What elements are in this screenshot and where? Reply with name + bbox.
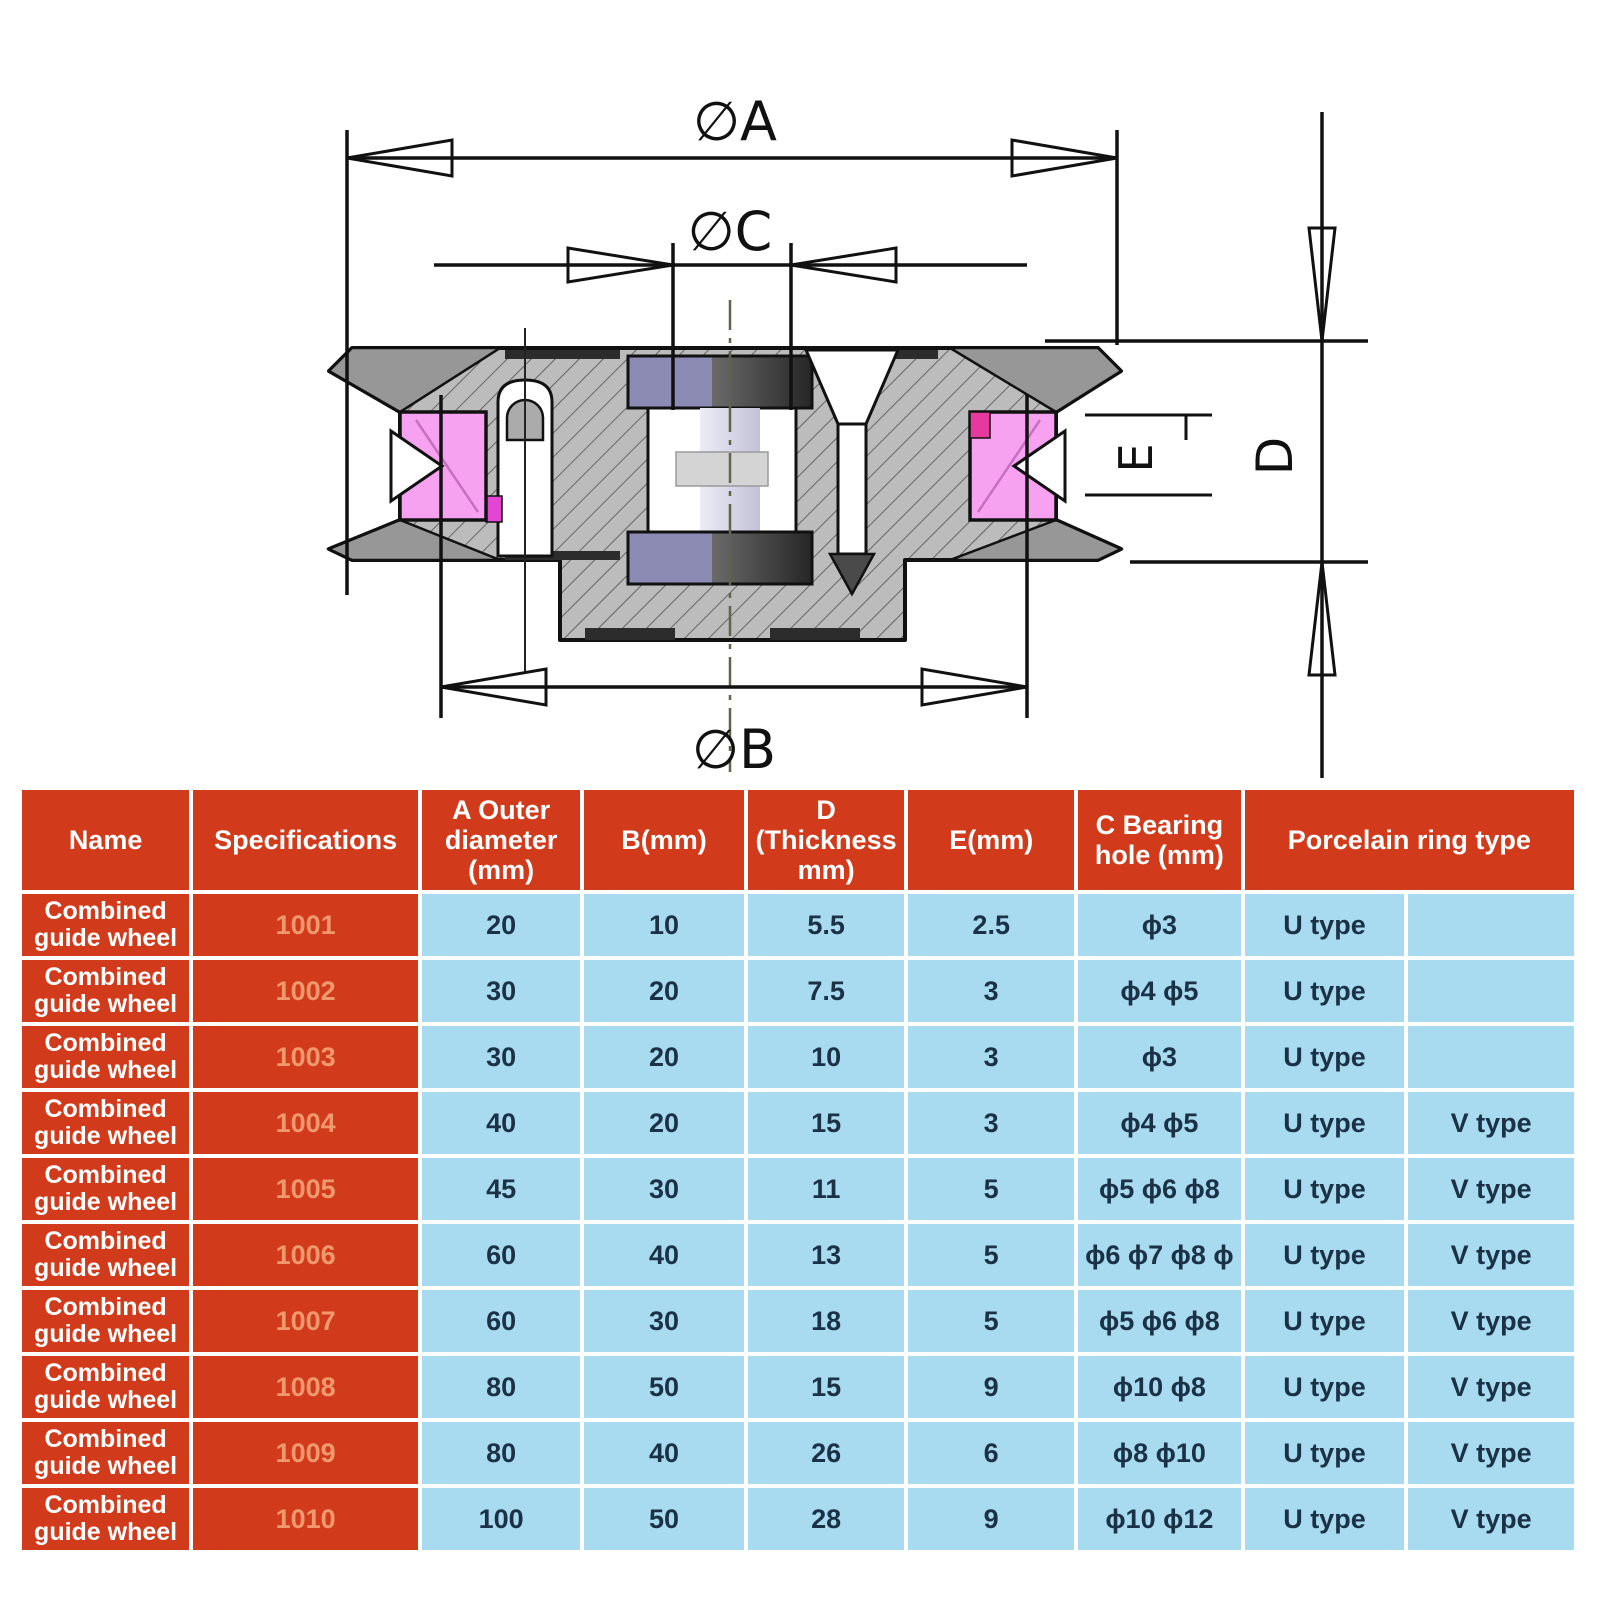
cell-e: 6 bbox=[908, 1422, 1074, 1484]
table-row bbox=[22, 1026, 1574, 1088]
header-b: B(mm) bbox=[584, 790, 744, 890]
cell-c: ϕ3 bbox=[1078, 1026, 1241, 1088]
cell-c: ϕ6 ϕ7 ϕ8 ϕ bbox=[1078, 1224, 1241, 1286]
cell-name: Combined guide wheel bbox=[22, 894, 189, 956]
cell-spec: 1004 bbox=[193, 1092, 418, 1154]
cell-c: ϕ4 ϕ5 bbox=[1078, 1092, 1241, 1154]
cell-a: 60 bbox=[422, 1224, 580, 1286]
cell-a: 40 bbox=[422, 1092, 580, 1154]
cell-spec: 1003 bbox=[193, 1026, 418, 1088]
cell-d: 5.5 bbox=[748, 894, 905, 956]
header-bearing-hole: C Bearing hole (mm) bbox=[1078, 790, 1241, 890]
cell-e: 5 bbox=[908, 1290, 1074, 1352]
cell-v-type bbox=[1408, 960, 1574, 1022]
cell-d: 15 bbox=[748, 1356, 905, 1418]
header-specifications: Specifications bbox=[193, 790, 418, 890]
cell-d: 18 bbox=[748, 1290, 905, 1352]
cell-v-type: V type bbox=[1408, 1422, 1574, 1484]
cell-v-type: V type bbox=[1408, 1290, 1574, 1352]
cell-u-type: U type bbox=[1245, 1356, 1405, 1418]
cell-e: 3 bbox=[908, 1092, 1074, 1154]
cell-spec: 1010 bbox=[193, 1488, 418, 1550]
cell-a: 80 bbox=[422, 1356, 580, 1418]
cell-u-type: U type bbox=[1245, 894, 1405, 956]
cell-a: 30 bbox=[422, 1026, 580, 1088]
cell-name: Combined guide wheel bbox=[22, 1158, 189, 1220]
wheel-cross-section-diagram bbox=[0, 0, 1600, 782]
dim-d-label: D bbox=[1246, 436, 1304, 476]
table-row bbox=[22, 1158, 1574, 1220]
cell-a: 100 bbox=[422, 1488, 580, 1550]
cell-name: Combined guide wheel bbox=[22, 960, 189, 1022]
cell-spec: 1005 bbox=[193, 1158, 418, 1220]
cell-v-type: V type bbox=[1408, 1356, 1574, 1418]
cell-b: 20 bbox=[584, 1026, 744, 1088]
cell-a: 60 bbox=[422, 1290, 580, 1352]
table-row bbox=[22, 1092, 1574, 1154]
cell-a: 80 bbox=[422, 1422, 580, 1484]
cell-d: 7.5 bbox=[748, 960, 905, 1022]
hub-foot-left bbox=[585, 628, 675, 640]
cell-e: 2.5 bbox=[908, 894, 1074, 956]
cell-name: Combined guide wheel bbox=[22, 1092, 189, 1154]
cell-c: ϕ5 ϕ6 ϕ8 bbox=[1078, 1158, 1241, 1220]
hub-foot-right bbox=[770, 628, 860, 640]
cell-u-type: U type bbox=[1245, 1290, 1405, 1352]
bearing-bottom-ring-right bbox=[712, 532, 812, 584]
cell-u-type: U type bbox=[1245, 1158, 1405, 1220]
cell-spec: 1009 bbox=[193, 1422, 418, 1484]
cell-name: Combined guide wheel bbox=[22, 1422, 189, 1484]
cell-b: 50 bbox=[584, 1356, 744, 1418]
cell-name: Combined guide wheel bbox=[22, 1290, 189, 1352]
cell-u-type: U type bbox=[1245, 1026, 1405, 1088]
cell-b: 20 bbox=[584, 960, 744, 1022]
guide-wheel-drawing bbox=[0, 0, 1600, 782]
header-e: E(mm) bbox=[908, 790, 1074, 890]
cell-d: 11 bbox=[748, 1158, 905, 1220]
cell-v-type bbox=[1408, 894, 1574, 956]
header-outer-diameter: A Outer diameter (mm) bbox=[422, 790, 580, 890]
cell-spec: 1008 bbox=[193, 1356, 418, 1418]
cell-e: 5 bbox=[908, 1158, 1074, 1220]
table-row bbox=[22, 1488, 1574, 1550]
countersink-channel bbox=[838, 424, 866, 554]
dim-a-label: ∅A bbox=[693, 90, 777, 153]
cell-u-type: U type bbox=[1245, 1488, 1405, 1550]
cell-name: Combined guide wheel bbox=[22, 1224, 189, 1286]
cell-e: 3 bbox=[908, 1026, 1074, 1088]
cell-v-type: V type bbox=[1408, 1158, 1574, 1220]
magenta-insert-right bbox=[970, 412, 990, 438]
bearing-top-ring-right bbox=[712, 356, 812, 408]
cell-spec: 1007 bbox=[193, 1290, 418, 1352]
top-lip-left bbox=[505, 350, 620, 359]
cell-b: 40 bbox=[584, 1224, 744, 1286]
cell-b: 40 bbox=[584, 1422, 744, 1484]
cell-b: 30 bbox=[584, 1158, 744, 1220]
cell-a: 30 bbox=[422, 960, 580, 1022]
cell-v-type: V type bbox=[1408, 1488, 1574, 1550]
cell-d: 10 bbox=[748, 1026, 905, 1088]
table-row bbox=[22, 894, 1574, 956]
dim-c-label: ∅C bbox=[687, 200, 773, 263]
cell-v-type: V type bbox=[1408, 1092, 1574, 1154]
cell-spec: 1001 bbox=[193, 894, 418, 956]
cell-c: ϕ3 bbox=[1078, 894, 1241, 956]
cell-spec: 1006 bbox=[193, 1224, 418, 1286]
cell-name: Combined guide wheel bbox=[22, 1026, 189, 1088]
cell-name: Combined guide wheel bbox=[22, 1488, 189, 1550]
cell-c: ϕ4 ϕ5 bbox=[1078, 960, 1241, 1022]
cell-b: 50 bbox=[584, 1488, 744, 1550]
table-row bbox=[22, 1224, 1574, 1286]
cell-v-type bbox=[1408, 1026, 1574, 1088]
header-row bbox=[22, 790, 1574, 890]
table-row bbox=[22, 1356, 1574, 1418]
cell-c: ϕ8 ϕ10 bbox=[1078, 1422, 1241, 1484]
inner-race-bar bbox=[676, 452, 768, 486]
bearing-bottom-ring-left bbox=[628, 532, 712, 584]
specifications-table bbox=[18, 786, 1578, 1554]
dim-e-label: E bbox=[1109, 443, 1163, 473]
cell-e: 5 bbox=[908, 1224, 1074, 1286]
cell-c: ϕ5 ϕ6 ϕ8 bbox=[1078, 1290, 1241, 1352]
cell-u-type: U type bbox=[1245, 960, 1405, 1022]
header-name: Name bbox=[22, 790, 189, 890]
cell-e: 9 bbox=[908, 1488, 1074, 1550]
cell-d: 28 bbox=[748, 1488, 905, 1550]
cell-a: 45 bbox=[422, 1158, 580, 1220]
cell-u-type: U type bbox=[1245, 1224, 1405, 1286]
bearing-assembly bbox=[628, 356, 812, 584]
cell-spec: 1002 bbox=[193, 960, 418, 1022]
cell-v-type: V type bbox=[1408, 1224, 1574, 1286]
magenta-insert-left bbox=[486, 496, 502, 522]
cell-u-type: U type bbox=[1245, 1092, 1405, 1154]
cell-c: ϕ10 ϕ8 bbox=[1078, 1356, 1241, 1418]
table-row bbox=[22, 960, 1574, 1022]
cell-d: 26 bbox=[748, 1422, 905, 1484]
cell-b: 10 bbox=[584, 894, 744, 956]
dim-b-label: ∅B bbox=[691, 718, 777, 781]
header-thickness: D (Thickness mm) bbox=[748, 790, 905, 890]
cell-e: 9 bbox=[908, 1356, 1074, 1418]
cell-e: 3 bbox=[908, 960, 1074, 1022]
header-porcelain-ring-type: Porcelain ring type bbox=[1245, 790, 1574, 890]
cell-a: 20 bbox=[422, 894, 580, 956]
cell-name: Combined guide wheel bbox=[22, 1356, 189, 1418]
table-row bbox=[22, 1422, 1574, 1484]
cell-d: 13 bbox=[748, 1224, 905, 1286]
cell-b: 20 bbox=[584, 1092, 744, 1154]
cell-d: 15 bbox=[748, 1092, 905, 1154]
cell-c: ϕ10 ϕ12 bbox=[1078, 1488, 1241, 1550]
dimension-d bbox=[1045, 112, 1368, 778]
table-row bbox=[22, 1290, 1574, 1352]
cell-u-type: U type bbox=[1245, 1422, 1405, 1484]
bearing-top-ring-left bbox=[628, 356, 712, 408]
cell-b: 30 bbox=[584, 1290, 744, 1352]
